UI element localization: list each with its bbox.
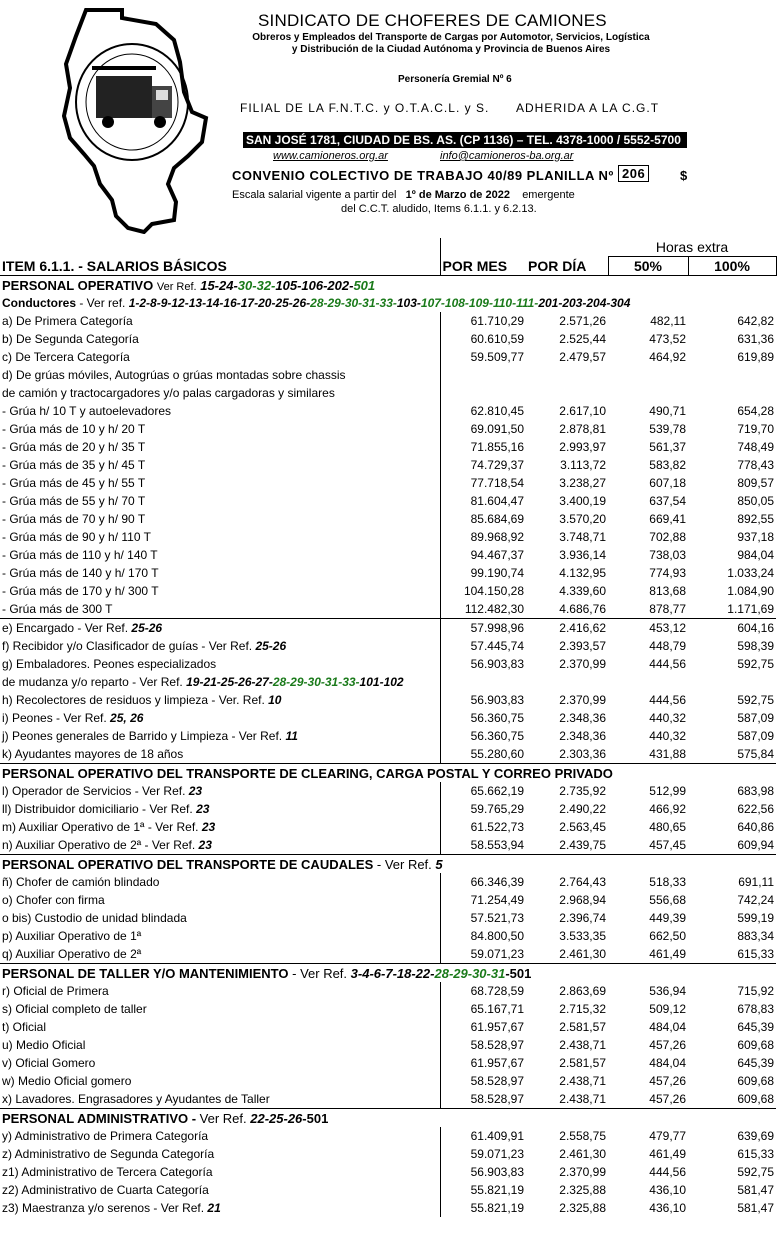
h100-cell: 581,47: [737, 1183, 775, 1197]
h50-cell: 662,50: [649, 929, 686, 943]
table-row: [0, 1145, 776, 1163]
h50-cell: 457,26: [649, 1092, 686, 1106]
h50-cell: 479,77: [649, 1129, 686, 1143]
h100-cell: 599,19: [737, 911, 775, 925]
h50-cell: 444,56: [649, 657, 686, 671]
table-row: [0, 891, 776, 909]
row-label: ll) Distribuidor domiciliario - Ver Ref. 23: [2, 802, 210, 816]
table-row: [0, 945, 776, 964]
por-mes-cell: 71.855,16: [440, 438, 526, 456]
h50-cell: 448,79: [649, 639, 686, 653]
row-label: - Grúa más de 35 y h/ 45 T: [2, 458, 146, 472]
por-dia-cell: 2.490,22: [559, 802, 606, 816]
h50-cell: 539,78: [649, 422, 686, 436]
por-dia-cell: 2.581,57: [559, 1056, 606, 1070]
h50-cell: 449,39: [649, 911, 686, 925]
por-dia-cell: 2.325,88: [559, 1183, 606, 1197]
h100-cell: 719,70: [737, 422, 775, 436]
por-mes-cell: 61.710,29: [440, 312, 526, 330]
por-dia-cell: 2.416,62: [526, 619, 608, 638]
row-label: g) Embaladores. Peones especializados: [2, 657, 217, 671]
row-label: z) Administrativo de Segunda Categoría: [2, 1147, 215, 1161]
conductores-row: Conductores - Ver ref. 1-2-8-9-12-13-14-16-17-20-25-26-28-29-30-31-33-103-107-108-109-110-111-201-203-204-304: [2, 296, 631, 310]
por-mes-cell: 55.280,60: [440, 745, 526, 764]
convenio-title: CONVENIO COLECTIVO DE TRABAJO 40/89 PLANILLA Nº: [232, 168, 614, 183]
horas-extra-label: Horas extra: [655, 239, 729, 255]
h50-cell: 484,04: [649, 1020, 686, 1034]
h100-cell: 609,68: [737, 1038, 775, 1052]
h50-cell: 738,03: [649, 548, 686, 562]
por-mes-cell: 71.254,49: [440, 891, 526, 909]
por-mes-header: POR MES: [440, 257, 526, 276]
h100-cell: 592,75: [737, 1165, 775, 1179]
table-row: [0, 818, 776, 836]
h100-cell: 678,83: [737, 1002, 775, 1016]
section-clearing: PERSONAL OPERATIVO DEL TRANSPORTE DE CLEARING, CARGA POSTAL Y CORREO PRIVADO: [0, 764, 776, 783]
row-label: u) Medio Oficial: [2, 1038, 86, 1052]
table-row: [0, 637, 776, 655]
h50-cell: 637,54: [649, 494, 686, 508]
h100-cell: 1.171,69: [727, 602, 775, 616]
email-link[interactable]: info@camioneros-ba.org.ar: [440, 150, 574, 162]
por-dia-cell: 2.370,99: [559, 693, 606, 707]
por-mes-cell: 56.360,75: [440, 709, 526, 727]
por-mes-cell: 65.167,71: [440, 1000, 526, 1018]
por-mes-cell: 56.903,83: [440, 655, 526, 673]
union-subtitle-1: Obreros y Empleados del Transporte de Cargas por Automotor, Servicios, Logística: [252, 32, 650, 43]
por-mes-cell: 61.522,73: [440, 818, 526, 836]
por-dia-cell: 2.525,44: [559, 332, 606, 346]
h50-cell: 440,32: [649, 729, 686, 743]
table-row: [0, 1072, 776, 1090]
h100-header: 100%: [688, 257, 776, 276]
h100-cell: 1.033,24: [727, 566, 775, 580]
table-row: [0, 709, 776, 727]
h100-cell: 748,49: [737, 440, 775, 454]
table-row: [0, 474, 776, 492]
row-label: w) Medio Oficial gomero: [2, 1074, 132, 1088]
por-dia-cell: 2.563,45: [559, 820, 606, 834]
h50-cell: 466,92: [649, 802, 686, 816]
table-row: [0, 873, 776, 891]
union-title: SINDICATO DE CHOFERES DE CAMIONES: [258, 11, 607, 30]
por-mes-cell: 59.071,23: [440, 1145, 526, 1163]
por-mes-cell: 56.903,83: [440, 691, 526, 709]
por-dia-cell: 2.479,57: [559, 350, 606, 364]
row-label: c) De Tercera Categoría: [2, 350, 130, 364]
h100-cell: 609,68: [737, 1074, 775, 1088]
h50-cell: 509,12: [649, 1002, 686, 1016]
row-label: - Grúa más de 45 y h/ 55 T: [2, 476, 146, 490]
por-mes-cell: 57.445,74: [440, 637, 526, 655]
gruas-desc-2: de camión y tractocargadores y/o palas cargadoras y similares: [0, 384, 776, 402]
h100-cell: 587,09: [737, 729, 775, 743]
item-header: ITEM 6.1.1. - SALARIOS BÁSICOS: [0, 257, 440, 276]
h100-cell: 984,04: [737, 548, 775, 562]
personeria-gremial: Personería Gremial Nº 6: [398, 74, 512, 85]
por-mes-cell: 112.482,30: [440, 600, 526, 619]
por-mes-cell: 69.091,50: [440, 420, 526, 438]
row-label: z1) Administrativo de Tercera Categoría: [2, 1165, 213, 1179]
table-row: [0, 1054, 776, 1072]
row-label: y) Administrativo de Primera Categoría: [2, 1129, 209, 1143]
h100-cell: 631,36: [737, 332, 775, 346]
row-label: a) De Primera Categoría: [2, 314, 133, 328]
h50-cell: 813,68: [649, 584, 686, 598]
por-dia-cell: 2.993,97: [559, 440, 606, 454]
table-row: [0, 745, 776, 764]
por-dia-cell: 2.968,94: [559, 893, 606, 907]
table-row: [0, 619, 776, 638]
por-mes-cell: 55.821,19: [440, 1181, 526, 1199]
table-row: [0, 420, 776, 438]
table-header-row: [0, 257, 776, 276]
h100-cell: 619,89: [737, 350, 775, 364]
table-row: [0, 1181, 776, 1199]
row-label: q) Auxiliar Operativo de 2ª: [2, 947, 142, 961]
row-label: t) Oficial: [2, 1020, 47, 1034]
por-dia-cell: 2.438,71: [559, 1038, 606, 1052]
por-dia-cell: 2.396,74: [559, 911, 606, 925]
por-mes-cell: 65.662,19: [440, 782, 526, 800]
section-operativo: PERSONAL OPERATIVO Ver Ref. 15-24-30-32-105-106-202-501: [0, 276, 776, 295]
table-row: [0, 438, 776, 456]
h50-cell: 669,41: [649, 512, 686, 526]
table-row: [0, 492, 776, 510]
h50-cell: 556,68: [649, 893, 686, 907]
por-dia-cell: 2.370,99: [559, 657, 606, 671]
h100-cell: 598,39: [737, 639, 775, 653]
h100-cell: 581,47: [737, 1201, 775, 1215]
por-mes-cell: 58.528,97: [440, 1072, 526, 1090]
row-label: - Grúa más de 170 y h/ 300 T: [2, 584, 159, 598]
row-label: k) Ayudantes mayores de 18 años: [2, 747, 184, 761]
h100-cell: 715,92: [737, 984, 775, 998]
table-row: [0, 330, 776, 348]
por-mes-cell: 58.553,94: [440, 836, 526, 855]
h50-cell: 461,49: [649, 1147, 686, 1161]
por-mes-cell: 58.528,97: [440, 1036, 526, 1054]
h100-cell: 604,16: [688, 619, 776, 638]
table-row: [0, 927, 776, 945]
table-row: [0, 782, 776, 800]
h100-cell: 640,86: [737, 820, 775, 834]
h50-cell: 436,10: [649, 1201, 686, 1215]
row-label: j) Peones generales de Barrido y Limpieza - Ver Ref. 11: [2, 729, 298, 743]
por-dia-cell: 2.617,10: [559, 404, 606, 418]
por-mes-cell: 57.998,96: [440, 619, 526, 638]
por-dia-cell: 4.132,95: [559, 566, 606, 580]
por-dia-header: POR DÍA: [526, 257, 608, 276]
por-dia-cell: 4.686,76: [559, 602, 606, 616]
row-label: - Grúa más de 70 y h/ 90 T: [2, 512, 146, 526]
row-label: - Grúa más de 110 y h/ 140 T: [2, 548, 158, 562]
h50-cell: 457,26: [649, 1074, 686, 1088]
section-taller: PERSONAL DE TALLER Y/O MANTENIMIENTO - Ver Ref. 3-4-6-7-18-22-28-29-30-31-501: [0, 964, 776, 983]
table-row: [0, 1018, 776, 1036]
por-dia-cell: 2.764,43: [559, 875, 606, 889]
h50-cell: 461,49: [649, 947, 686, 961]
row-label: - Grúa más de 20 y h/ 35 T: [2, 440, 146, 454]
por-dia-cell: 3.113,72: [560, 458, 606, 472]
h100-cell: 850,05: [737, 494, 775, 508]
row-label: - Grúa más de 140 y h/ 170 T: [2, 566, 159, 580]
por-dia-cell: 2.461,30: [559, 947, 606, 961]
por-dia-cell: 3.570,20: [559, 512, 606, 526]
table-row: [0, 528, 776, 546]
row-label: ñ) Chofer de camión blindado: [2, 875, 160, 889]
horas-extra-header-row: [0, 238, 776, 257]
por-mes-cell: 84.800,50: [440, 927, 526, 945]
filial-text: FILIAL DE LA F.N.T.C. y O.T.A.C.L. y S.: [240, 101, 490, 115]
table-row: [0, 1127, 776, 1145]
currency-symbol: $: [680, 168, 688, 183]
planilla-number: 206: [618, 165, 649, 182]
h100-cell: 892,55: [737, 512, 775, 526]
por-dia-cell: 2.878,81: [559, 422, 606, 436]
row-label: s) Oficial completo de taller: [2, 1002, 147, 1016]
table-row: [0, 456, 776, 474]
por-dia-cell: 2.438,71: [559, 1092, 606, 1106]
por-dia-cell: 2.863,69: [559, 984, 606, 998]
h50-cell: 453,12: [608, 619, 688, 638]
h50-cell: 583,82: [649, 458, 686, 472]
por-dia-cell: 3.748,71: [559, 530, 606, 544]
por-mes-cell: 68.728,59: [440, 982, 526, 1000]
h100-cell: 592,75: [737, 657, 775, 671]
por-mes-cell: 62.810,45: [440, 402, 526, 420]
row-label: o bis) Custodio de unidad blindada: [2, 911, 187, 925]
row-label: h) Recolectores de residuos y limpieza - Ver. Ref. 10: [2, 693, 282, 707]
h100-cell: 609,94: [737, 838, 775, 852]
h50-cell: 774,93: [649, 566, 686, 580]
h50-cell: 490,71: [649, 404, 686, 418]
row-label: - Grúa más de 90 y h/ 110 T: [2, 530, 151, 544]
por-dia-cell: 2.303,36: [559, 747, 606, 761]
h50-cell: 473,52: [649, 332, 686, 346]
h100-cell: 592,75: [737, 693, 775, 707]
h100-cell: 575,84: [737, 747, 775, 761]
por-dia-cell: 3.936,14: [559, 548, 606, 562]
por-mes-cell: 89.968,92: [440, 528, 526, 546]
table-row: [0, 836, 776, 855]
h50-cell: 431,88: [649, 747, 686, 761]
h100-cell: 645,39: [737, 1056, 775, 1070]
row-label: i) Peones - Ver Ref. 25, 26: [2, 711, 144, 725]
h50-cell: 702,88: [649, 530, 686, 544]
website-link[interactable]: www.camioneros.org.ar: [273, 150, 388, 162]
h50-cell: 444,56: [649, 1165, 686, 1179]
table-row: [0, 1163, 776, 1181]
por-dia-cell: 2.439,75: [559, 838, 606, 852]
table-row: [0, 600, 776, 619]
table-row: [0, 800, 776, 818]
row-label: m) Auxiliar Operativo de 1ª - Ver Ref. 23: [2, 820, 216, 834]
table-row: [0, 582, 776, 600]
h50-cell: 457,26: [649, 1038, 686, 1052]
por-dia-cell: 3.533,35: [559, 929, 606, 943]
salary-table: [0, 238, 777, 1217]
table-row: [0, 402, 776, 420]
union-subtitle-2: y Distribución de la Ciudad Autónoma y Provincia de Buenos Aires: [291, 44, 611, 55]
table-row: [0, 982, 776, 1000]
table-row: [0, 510, 776, 528]
por-mes-cell: 77.718,54: [440, 474, 526, 492]
table-row: [0, 1090, 776, 1109]
h50-cell: 457,45: [649, 838, 686, 852]
por-mes-cell: 56.903,83: [440, 1163, 526, 1181]
h100-cell: 609,68: [737, 1092, 775, 1106]
por-dia-cell: 2.715,32: [559, 1002, 606, 1016]
por-mes-cell: 55.821,19: [440, 1199, 526, 1217]
h100-cell: 645,39: [737, 1020, 775, 1034]
por-dia-cell: 2.735,92: [559, 784, 606, 798]
table-row: [0, 564, 776, 582]
h100-cell: 615,33: [737, 947, 775, 961]
h50-cell: 464,92: [649, 350, 686, 364]
table-row: [0, 1000, 776, 1018]
h50-cell: 607,18: [649, 476, 686, 490]
h50-cell: 878,77: [649, 602, 686, 616]
por-dia-cell: 2.461,30: [559, 1147, 606, 1161]
row-label: p) Auxiliar Operativo de 1ª: [2, 929, 142, 943]
h100-cell: 691,11: [738, 875, 775, 889]
h50-cell: 561,37: [649, 440, 686, 454]
table-row: [0, 546, 776, 564]
address-bar: SAN JOSÉ 1781, CIUDAD DE BS. AS. (CP 1136) – TEL. 4378-1000 / 5552-5700: [243, 132, 687, 148]
h100-cell: 883,34: [737, 929, 775, 943]
h100-cell: 683,98: [737, 784, 775, 798]
row-label: - Grúa más de 300 T: [2, 602, 113, 616]
escala-line-1: Escala salarial vigente a partir del 1º de Marzo de 2022 emergente: [232, 189, 575, 201]
h100-cell: 587,09: [737, 711, 775, 725]
row-label: b) De Segunda Categoría: [2, 332, 139, 346]
h100-cell: 622,56: [737, 802, 775, 816]
h50-header: 50%: [608, 257, 688, 276]
h50-cell: 440,32: [649, 711, 686, 725]
por-mes-cell: 104.150,28: [440, 582, 526, 600]
por-dia-cell: 2.348,36: [559, 729, 606, 743]
row-label: f) Recibidor y/o Clasificador de guías - Ver Ref. 25-26: [2, 639, 287, 653]
por-mes-cell: 61.957,67: [440, 1018, 526, 1036]
row-label: n) Auxiliar Operativo de 2ª - Ver Ref. 23: [2, 838, 212, 852]
table-row: [0, 691, 776, 709]
adherida-text: ADHERIDA A LA C.G.T: [516, 101, 660, 115]
table-row: [0, 727, 776, 745]
h100-cell: 809,57: [737, 476, 775, 490]
h50-cell: 444,56: [649, 693, 686, 707]
por-mes-cell: 61.957,67: [440, 1054, 526, 1072]
union-logo: [56, 6, 224, 234]
por-dia-cell: 3.400,19: [559, 494, 606, 508]
row-label: - Grúa más de 10 y h/ 20 T: [2, 422, 146, 436]
row-label: - Grúa h/ 10 T y autoelevadores: [2, 404, 171, 418]
por-dia-cell: 2.571,26: [559, 314, 606, 328]
h50-cell: 518,33: [649, 875, 686, 889]
por-mes-cell: 59.071,23: [440, 945, 526, 964]
h50-cell: 482,11: [650, 314, 686, 328]
h100-cell: 654,28: [737, 404, 775, 418]
por-mes-cell: 66.346,39: [440, 873, 526, 891]
por-mes-cell: 99.190,74: [440, 564, 526, 582]
por-dia-cell: 2.438,71: [559, 1074, 606, 1088]
h100-cell: 778,43: [737, 458, 775, 472]
mudanza-row: de mudanza y/o reparto - Ver Ref. 19-21-25-26-27-28-29-30-31-33-101-102: [0, 673, 776, 691]
por-dia-cell: 2.393,57: [559, 639, 606, 653]
section-administrativo: PERSONAL ADMINISTRATIVO - Ver Ref. 22-25-26-501: [0, 1109, 776, 1128]
h50-cell: 436,10: [649, 1183, 686, 1197]
gruas-desc-1: d) De grúas móviles, Autogrúas o grúas montadas sobre chassis: [0, 366, 776, 384]
por-dia-cell: 3.238,27: [559, 476, 606, 490]
por-dia-cell: 4.339,60: [559, 584, 606, 598]
por-mes-cell: 58.528,97: [440, 1090, 526, 1109]
por-mes-cell: 74.729,37: [440, 456, 526, 474]
table-row: [0, 1036, 776, 1054]
por-mes-cell: 59.765,29: [440, 800, 526, 818]
por-dia-cell: 2.325,88: [559, 1201, 606, 1215]
h100-cell: 1.084,90: [727, 584, 775, 598]
table-row: [0, 348, 776, 366]
por-dia-cell: 2.558,75: [559, 1129, 606, 1143]
row-label: o) Chofer con firma: [2, 893, 105, 907]
h50-cell: 480,65: [649, 820, 686, 834]
h100-cell: 937,18: [737, 530, 775, 544]
h100-cell: 639,69: [737, 1129, 775, 1143]
table-row: [0, 312, 776, 330]
table-row: [0, 1199, 776, 1217]
escala-line-2: del C.C.T. aludido, Items 6.1.1. y 6.2.13.: [341, 203, 537, 215]
por-mes-cell: 60.610,59: [440, 330, 526, 348]
por-mes-cell: 57.521,73: [440, 909, 526, 927]
por-mes-cell: 61.409,91: [440, 1127, 526, 1145]
h50-cell: 484,04: [649, 1056, 686, 1070]
h50-cell: 536,94: [649, 984, 686, 998]
h100-cell: 742,24: [737, 893, 775, 907]
table-row: [0, 655, 776, 673]
por-mes-cell: 59.509,77: [440, 348, 526, 366]
por-mes-cell: 56.360,75: [440, 727, 526, 745]
row-label: - Grúa más de 55 y h/ 70 T: [2, 494, 146, 508]
por-mes-cell: 85.684,69: [440, 510, 526, 528]
row-label: x) Lavadores. Engrasadores y Ayudantes de Taller: [2, 1092, 270, 1106]
row-label: l) Operador de Servicios - Ver Ref. 23: [2, 784, 203, 798]
h50-cell: 512,99: [649, 784, 686, 798]
row-label: e) Encargado - Ver Ref. 25-26: [0, 619, 440, 638]
row-label: z3) Maestranza y/o serenos - Ver Ref. 21: [2, 1201, 221, 1215]
por-dia-cell: 2.370,99: [559, 1165, 606, 1179]
por-dia-cell: 2.348,36: [559, 711, 606, 725]
por-dia-cell: 2.581,57: [559, 1020, 606, 1034]
row-label: z2) Administrativo de Cuarta Categoría: [2, 1183, 209, 1197]
h100-cell: 615,33: [737, 1147, 775, 1161]
row-label: r) Oficial de Primera: [2, 984, 109, 998]
table-row: [0, 909, 776, 927]
h100-cell: 642,82: [737, 314, 775, 328]
por-mes-cell: 94.467,37: [440, 546, 526, 564]
por-mes-cell: 81.604,47: [440, 492, 526, 510]
row-label: v) Oficial Gomero: [2, 1056, 96, 1070]
section-caudales: PERSONAL OPERATIVO DEL TRANSPORTE DE CAUDALES - Ver Ref. 5: [0, 855, 776, 874]
